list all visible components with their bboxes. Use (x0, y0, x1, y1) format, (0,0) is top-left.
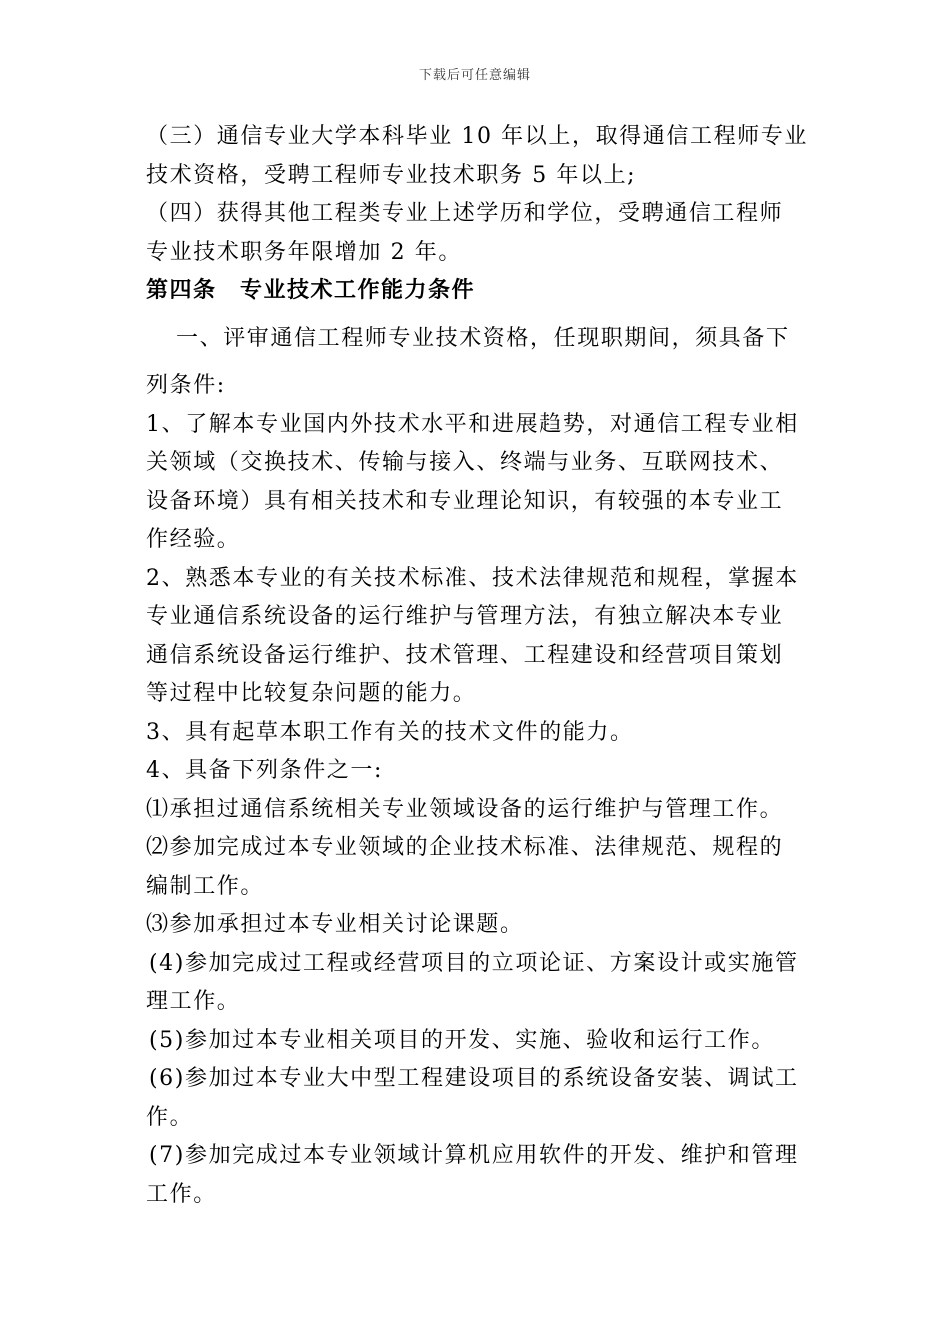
body-line: （四）获得其他工程类专业上述学历和学位，受聘通信工程师 (146, 201, 784, 226)
list-item: (6)参加过本专业大中型工程建设项目的系统设备安装、调试工 (149, 1066, 799, 1091)
list-item: (5)参加过本专业相关项目的开发、实施、验收和运行工作。 (149, 1027, 775, 1053)
body-line: 关领域（交换技术、传输与接入、终端与业务、互联网技术、 (146, 450, 784, 475)
list-item: ⑶参加承担过本专业相关讨论课题。 (146, 912, 524, 937)
body-line: 设备环境）具有相关技术和专业理论知识，有较强的本专业工 (146, 488, 784, 514)
body-line: 列条件: (146, 373, 226, 398)
body-line: 技术资格，受聘工程师专业技术职务 5 年以上; (146, 162, 637, 188)
body-line: 专业通信系统设备的运行维护与管理方法，有独立解决本专业 (146, 604, 784, 629)
body-line: 编制工作。 (146, 873, 265, 899)
body-line: 一、评审通信工程师专业技术资格，任现职期间，须具备下 (176, 325, 790, 351)
body-line: （三）通信专业大学本科毕业 10 年以上，取得通信工程师专业 (146, 124, 808, 149)
body-line: 3、具有起草本职工作有关的技术文件的能力。 (146, 719, 634, 745)
body-line: 理工作。 (146, 989, 241, 1014)
section-heading: 第四条 专业技术工作能力条件 (146, 278, 476, 303)
document-body (146, 118, 810, 1214)
list-item: ⑵参加完成过本专业领域的企业技术标准、法律规范、规程的 (146, 835, 784, 860)
body-line: 专业技术职务年限增加 2 年。 (146, 239, 462, 265)
page-header: 下载后可任意编辑 (418, 68, 531, 83)
list-item: (4)参加完成过工程或经营项目的立项论证、方案设计或实施管 (149, 950, 799, 976)
body-line: 工作。 (146, 1181, 217, 1207)
body-line: 作。 (146, 1104, 194, 1130)
body-line: 2、熟悉本专业的有关技术标准、技术法律规范和规程，掌握本 (146, 565, 799, 591)
body-line: 作经验。 (146, 527, 241, 552)
list-item: (7)参加完成过本专业领域计算机应用软件的开发、维护和管理 (149, 1143, 799, 1168)
body-line: 等过程中比较复杂问题的能力。 (146, 681, 477, 706)
body-line: 通信系统设备运行维护、技术管理、工程建设和经营项目策划 (146, 642, 784, 668)
body-line: 4、具备下列条件之一: (146, 758, 384, 783)
list-item: ⑴承担过通信系统相关专业领域设备的运行维护与管理工作。 (146, 796, 784, 822)
body-line: 1、了解本专业国内外技术水平和进展趋势，对通信工程专业相 (146, 411, 799, 437)
